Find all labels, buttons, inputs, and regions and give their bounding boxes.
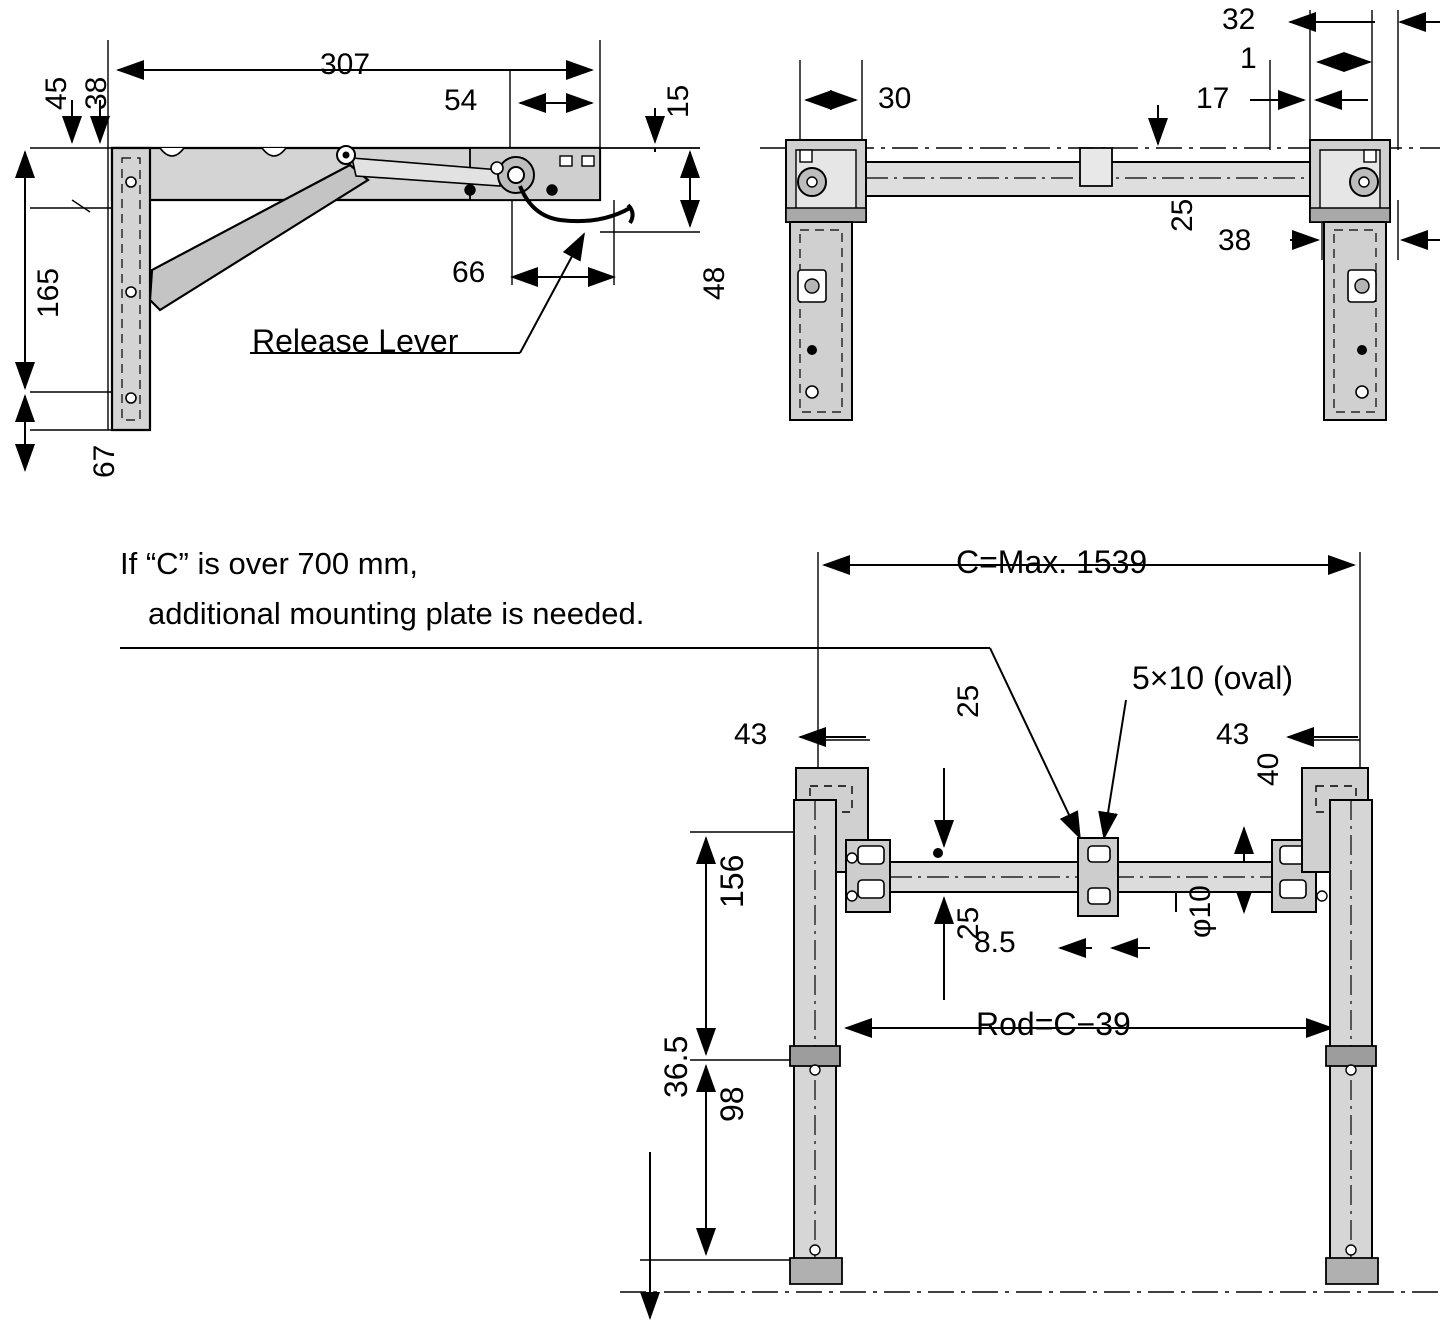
dim-25-front: 25 [1166,198,1199,232]
dim-c-max: C=Max. 1539 [956,544,1148,580]
dim-66: 66 [452,256,486,289]
dim-165: 165 [32,267,65,318]
dim-98: 98 [714,1086,750,1122]
dim-54: 54 [444,84,478,117]
dim-8-5: 8.5 [974,926,1016,959]
dim-17: 17 [1196,82,1230,115]
dim-67: 67 [88,444,121,478]
dim-48: 48 [698,266,731,300]
plan-note-line1: If “C” is over 700 mm, [120,546,418,581]
dim-32: 32 [1222,3,1256,36]
dim-307: 307 [320,48,371,81]
dim-43-left: 43 [734,718,768,751]
dim-rod: Rod=C−39 [976,1006,1131,1042]
dim-1: 1 [1240,42,1257,75]
dim-oval: 5×10 (oval) [1132,660,1293,696]
dim-156: 156 [714,854,750,908]
dim-38: 38 [80,76,113,110]
dim-38-front: 38 [1218,224,1252,257]
dim-phi10: φ10 [1184,885,1217,938]
release-lever-callout: Release Lever [252,323,459,359]
dim-43-right: 43 [1216,718,1250,751]
dim-25-plan-bottom: 25 [952,906,985,940]
dim-25-plan-top: 25 [952,684,985,718]
dim-36-5: 36.5 [658,1035,694,1098]
plan-note-line2: additional mounting plate is needed. [148,596,645,631]
dim-30: 30 [878,82,912,115]
dim-15: 15 [662,84,695,118]
dim-40: 40 [1252,752,1285,786]
dim-45: 45 [40,76,73,110]
